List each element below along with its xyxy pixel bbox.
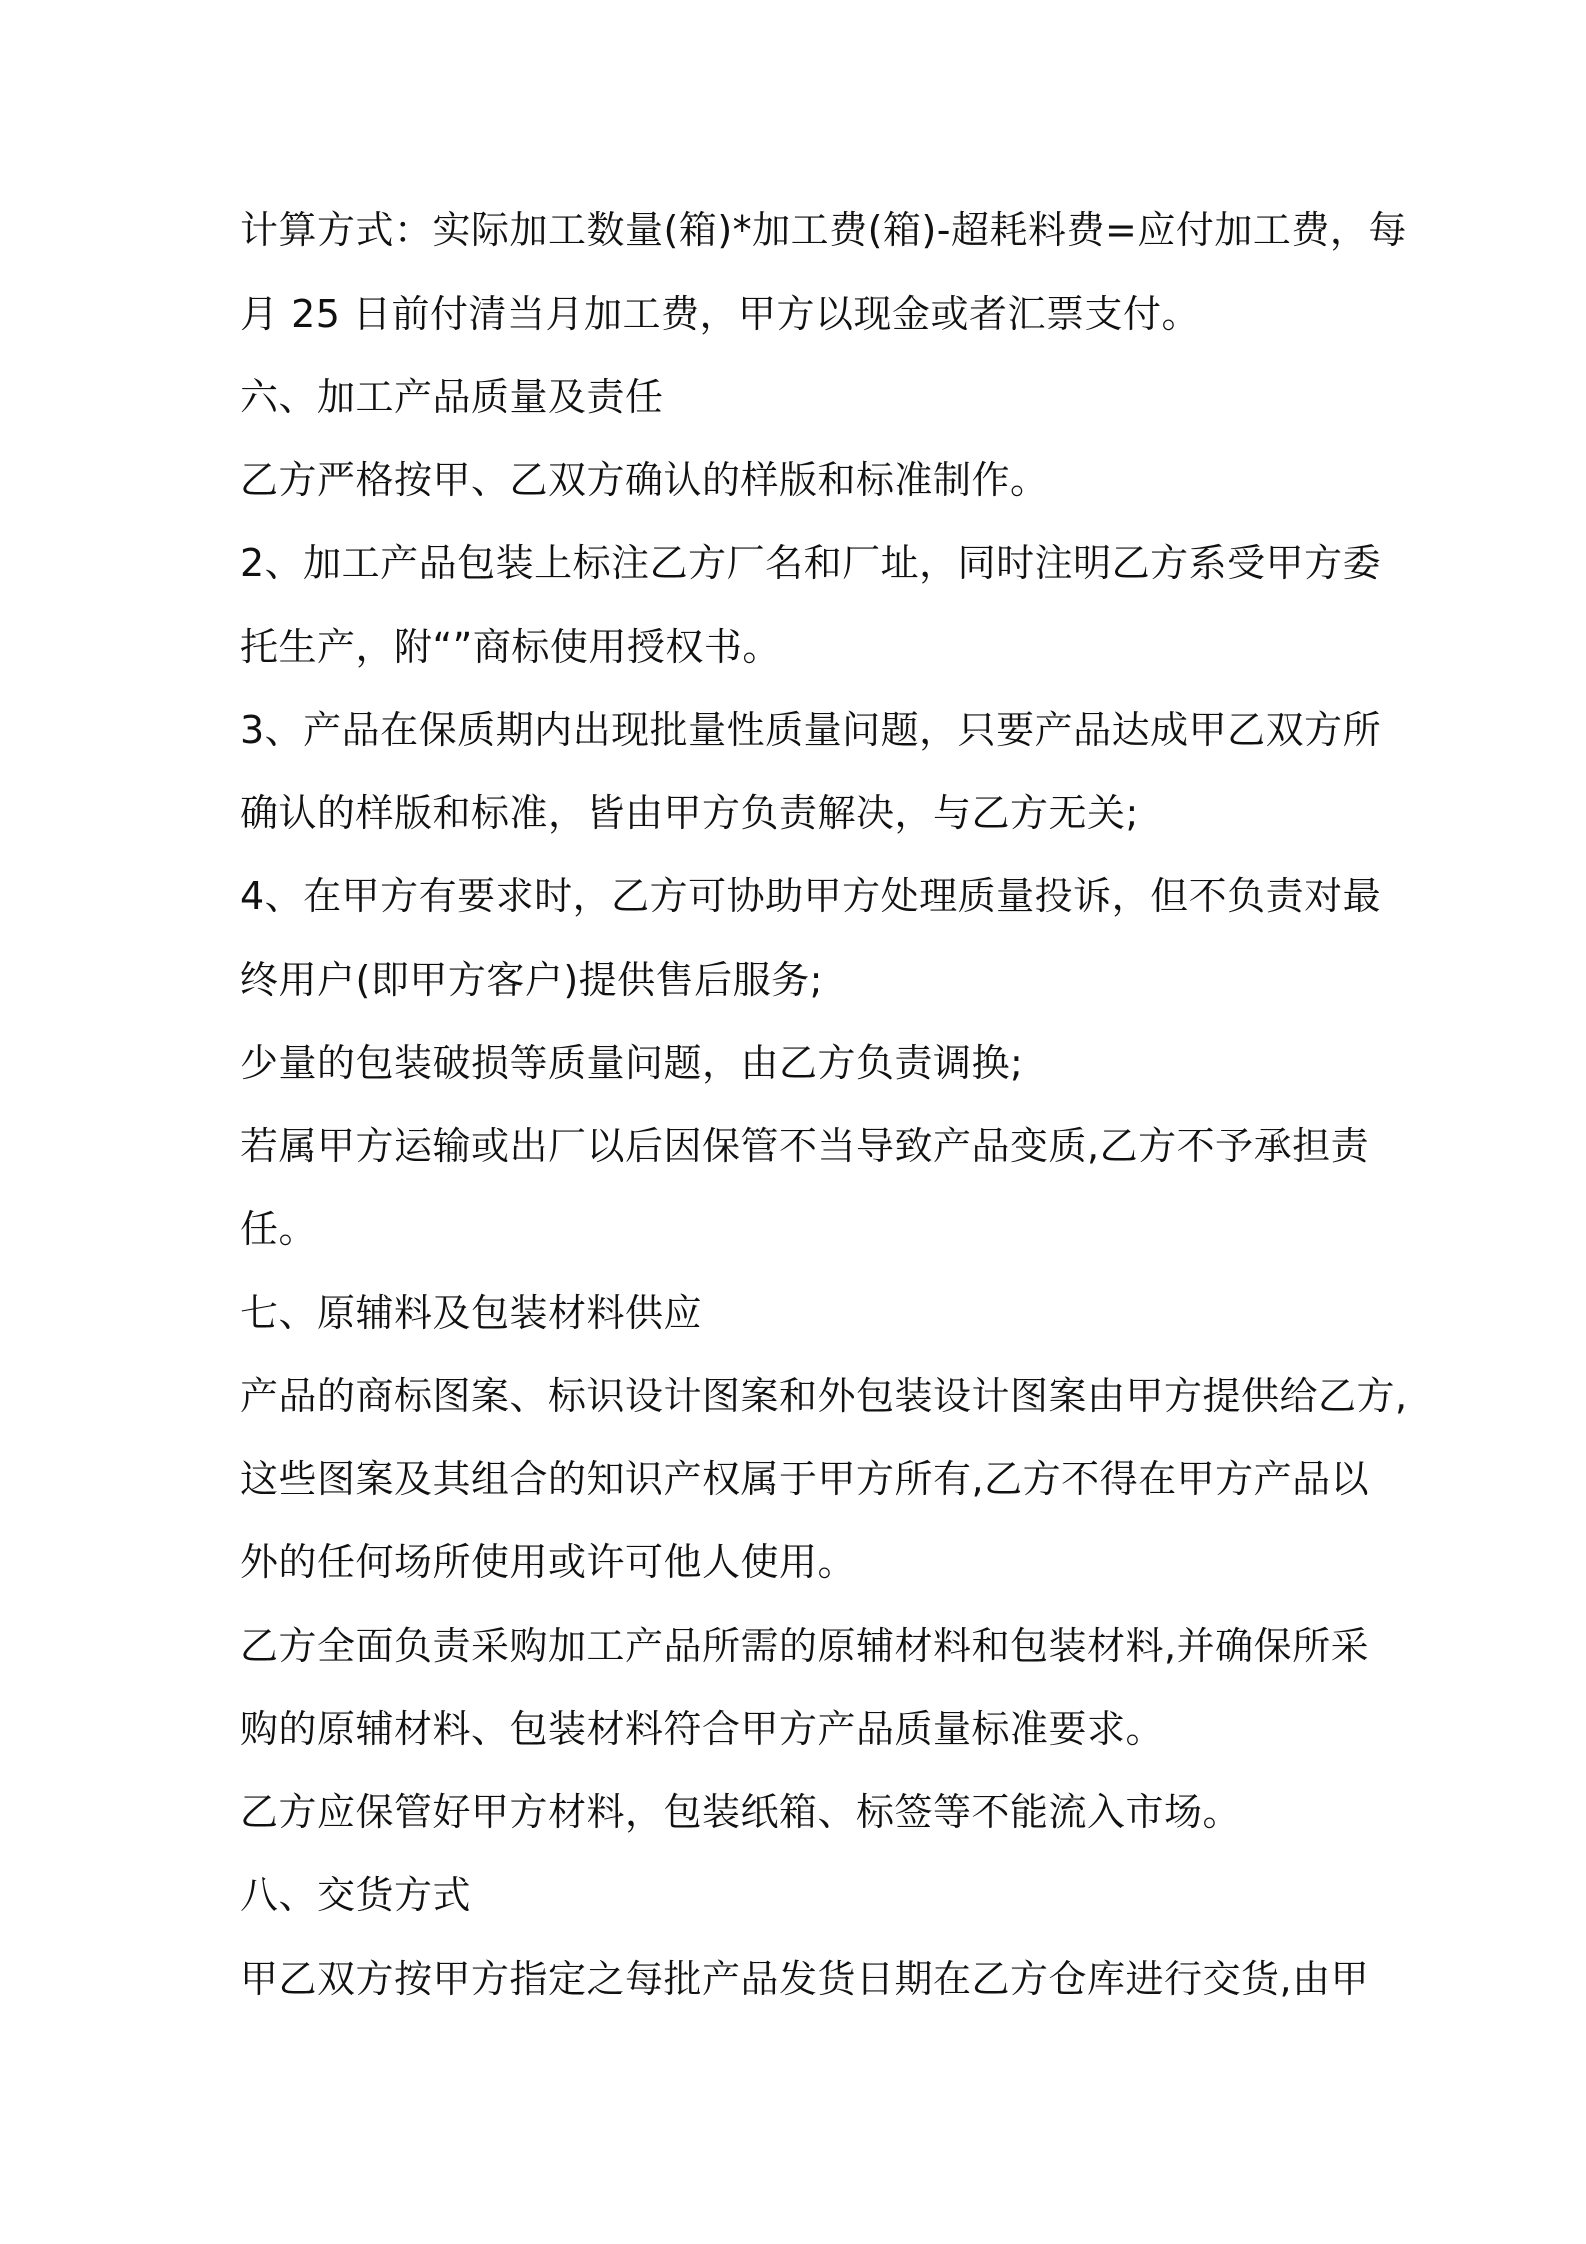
text-line: 乙方应保管好甲方材料，包装纸箱、标签等不能流入市场。 — [240, 1790, 1242, 1834]
text-line: 托生产，附“”商标使用授权书。 — [240, 625, 781, 669]
text-line: 购的原辅材料、包装材料符合甲方产品质量标准要求。 — [240, 1707, 1165, 1751]
text-line: 这些图案及其组合的知识产权属于甲方所有,乙方不得在甲方产品以 — [240, 1457, 1370, 1501]
text-line: 甲乙双方按甲方指定之每批产品发货日期在乙方仓库进行交货,由甲 — [240, 1957, 1370, 2001]
text-line: 确认的样版和标准，皆由甲方负责解决，与乙方无关; — [240, 791, 1139, 835]
text-line: 外的任何场所使用或许可他人使用。 — [240, 1540, 857, 1584]
text-line: 月 25 日前付清当月加工费，甲方以现金或者汇票支付。 — [240, 292, 1201, 336]
text-line: 少量的包装破损等质量问题，由乙方负责调换; — [240, 1041, 1024, 1085]
text-line: 乙方全面负责采购加工产品所需的原辅材料和包装材料,并确保所采 — [240, 1624, 1370, 1668]
section-heading: 八、交货方式 — [240, 1873, 472, 1917]
text-line: 计算方式：实际加工数量(箱)*加工费(箱)-超耗料费=应付加工费，每 — [240, 208, 1407, 252]
text-line: 2、加工产品包装上标注乙方厂名和厂址，同时注明乙方系受甲方委 — [240, 541, 1382, 585]
text-line: 产品的商标图案、标识设计图案和外包装设计图案由甲方提供给乙方, — [240, 1374, 1408, 1418]
text-line: 任。 — [240, 1207, 318, 1251]
section-heading: 六、加工产品质量及责任 — [240, 375, 664, 419]
text-line: 若属甲方运输或出厂以后因保管不当导致产品变质,乙方不予承担责 — [240, 1124, 1370, 1168]
text-line: 3、产品在保质期内出现批量性质量问题，只要产品达成甲乙双方所 — [240, 708, 1382, 752]
text-line: 4、在甲方有要求时，乙方可协助甲方处理质量投诉，但不负责对最 — [240, 874, 1382, 918]
text-line: 终用户(即甲方客户)提供售后服务; — [240, 958, 823, 1002]
text-line: 乙方严格按甲、乙双方确认的样版和标准制作。 — [240, 458, 1049, 502]
section-heading: 七、原辅料及包装材料供应 — [240, 1291, 703, 1335]
